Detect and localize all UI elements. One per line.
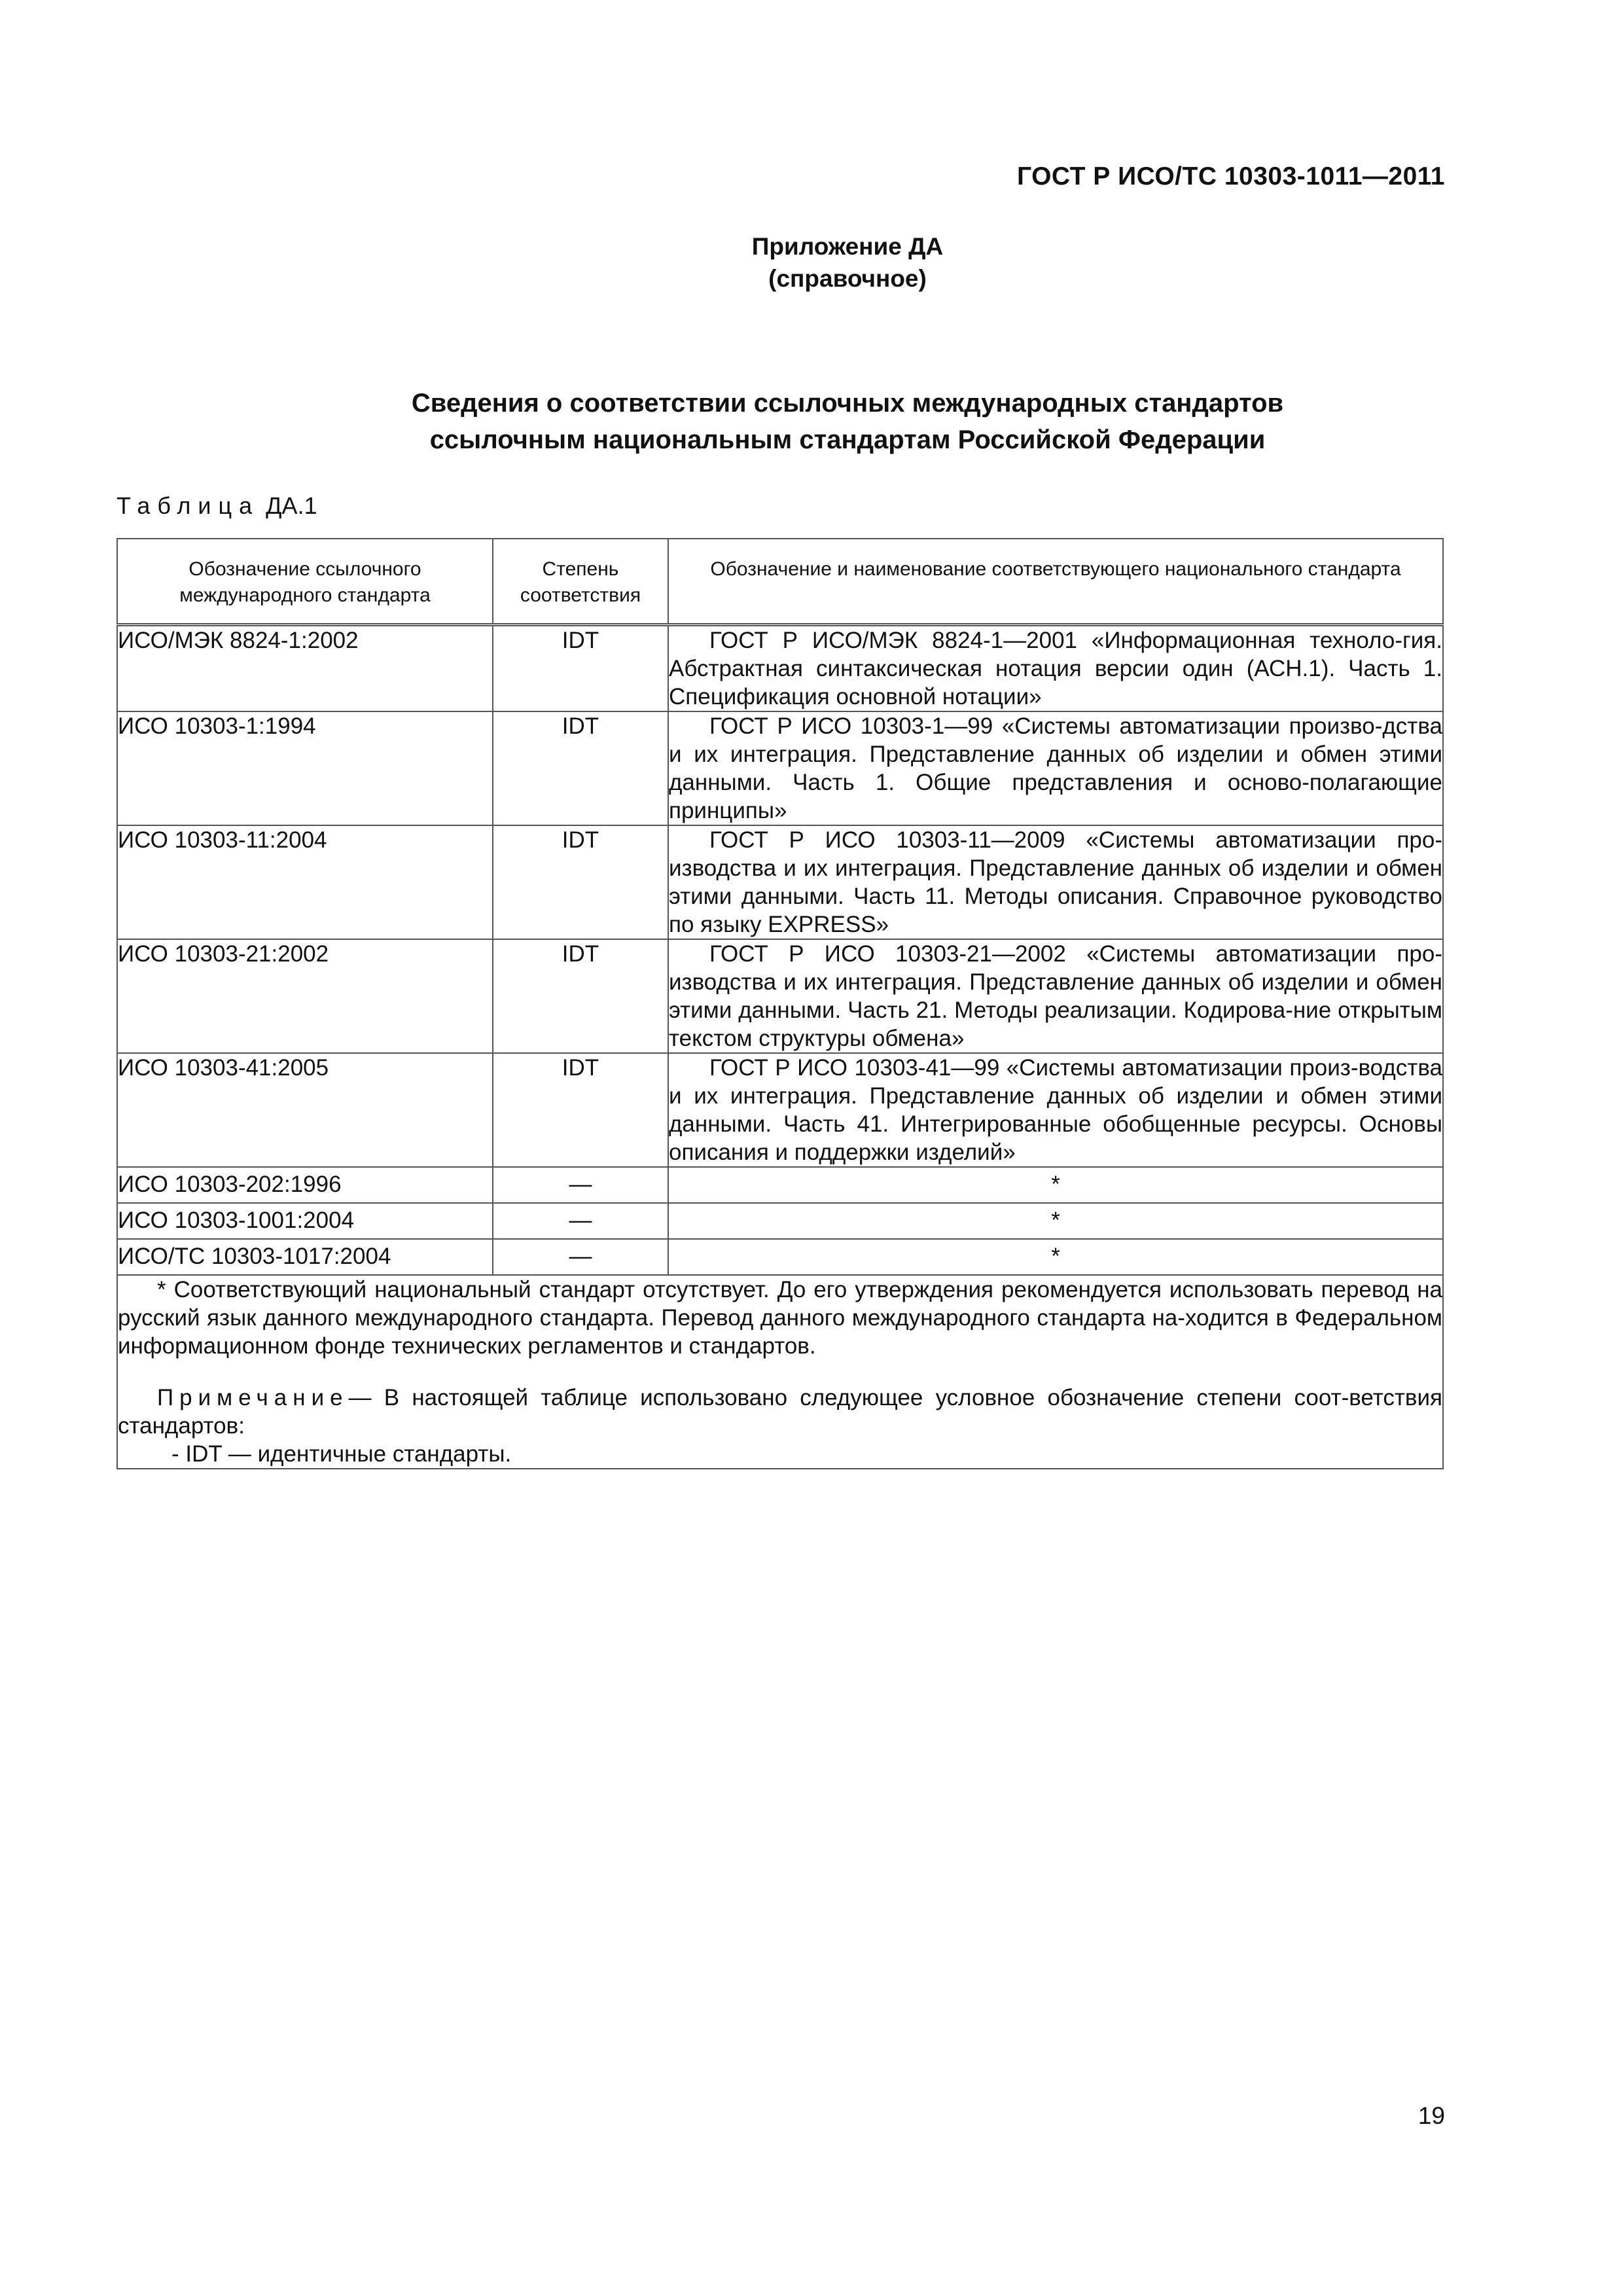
table-footer-row — [117, 1275, 1443, 1469]
table-row — [117, 625, 1443, 712]
table-caption — [116, 492, 317, 520]
section-title-line-2: ссылочным национальным стандартам Российской Федерации — [429, 425, 1266, 454]
cell-national-standard — [668, 711, 1443, 825]
section-title-line-1: Сведения о соответствии ссылочных международных стандартов — [411, 389, 1284, 418]
table-row — [117, 1203, 1443, 1239]
table-header-row — [117, 539, 1443, 625]
table-row — [117, 711, 1443, 825]
cell-degree: IDT — [493, 1053, 668, 1167]
national-standard-text: ГОСТ Р ИСО 10303-21—2002 «Системы автоматизации про-изводства и их интеграция. Представление данных об изделии и обмен этими данными. Часть 21. Методы реализации. Кодирова-ние открытым текстом структуры обмена» — [669, 941, 1442, 1051]
footnote-text: * Соответствующий национальный стандарт отсутствует. До его утверждения рекомендуется использовать перевод на русский язык данного международного стандарта. Перевод данного международного стандарта на-ходится в Федеральном информационном фонде технических регламентов и стандартов. — [118, 1277, 1442, 1359]
cell-degree: — — [493, 1203, 668, 1239]
national-standard-text: ГОСТ Р ИСО 10303-11—2009 «Системы автоматизации про-изводства и их интеграция. Представление данных об изделии и обмен этими данными. Часть 11. Методы описания. Справочное руководство по языку EXPRESS» — [669, 827, 1442, 937]
cell-degree: IDT — [493, 825, 668, 939]
appendix-subtitle: (справочное) — [768, 265, 927, 292]
header-degree: Степень соответствия — [493, 539, 668, 625]
standards-correspondence-table — [116, 538, 1444, 1469]
table-row — [117, 1053, 1443, 1167]
national-standard-text: ГОСТ Р ИСО 10303-1—99 «Системы автоматизации произво-дства и их интеграция. Представление данных об изделии и обмен этими данными. Часть 1. Общие представления и осново-полагающие принципы» — [669, 713, 1442, 823]
cell-international-ref: ИСО/ТС 10303-1017:2004 — [117, 1239, 493, 1275]
national-standard-text: ГОСТ Р ИСО 10303-41—99 «Системы автоматизации произ-водства и их интеграция. Представление данных об изделии и обмен этими данными. Часть 41. Интегрированные обобщенные ресурсы. Основы описания и поддержки изделий» — [669, 1055, 1442, 1165]
national-standard-text: ГОСТ Р ИСО/МЭК 8824-1—2001 «Информационная техноло-гия. Абстрактная синтаксическая нотация версии один (АСН.1). Часть 1. Спецификация основной нотации» — [669, 628, 1442, 709]
note-label: Примечание — [157, 1385, 349, 1410]
note-item: - IDT — идентичные стандарты. — [171, 1441, 512, 1467]
cell-national-standard: * — [668, 1239, 1443, 1275]
cell-national-standard — [668, 1053, 1443, 1167]
cell-international-ref: ИСО/МЭК 8824-1:2002 — [117, 625, 493, 712]
note-text: — В настоящей таблице использовано следующее условное обозначение степени соот-ветствия стандартов: — [118, 1385, 1442, 1439]
cell-degree: — — [493, 1167, 668, 1203]
table-row — [117, 939, 1443, 1053]
table-footer — [117, 1275, 1443, 1469]
cell-degree: IDT — [493, 625, 668, 712]
section-title — [0, 385, 1623, 458]
cell-national-standard: * — [668, 1167, 1443, 1203]
page-number: 19 — [1418, 2102, 1445, 2129]
table-caption-number: ДА.1 — [266, 492, 317, 519]
note-paragraph — [118, 1384, 1442, 1440]
cell-degree: IDT — [493, 711, 668, 825]
table-row — [117, 1167, 1443, 1203]
cell-national-standard: * — [668, 1203, 1443, 1239]
header-national-standard: Обозначение и наименование соответствующего национального стандарта — [668, 539, 1443, 625]
table-row — [117, 825, 1443, 939]
document-standard-code: ГОСТ Р ИСО/ТС 10303-1011—2011 — [1016, 162, 1445, 190]
appendix-heading — [0, 230, 1623, 295]
cell-national-standard — [668, 625, 1443, 712]
cell-national-standard — [668, 939, 1443, 1053]
cell-degree: IDT — [493, 939, 668, 1053]
table-caption-word: Таблица — [116, 492, 260, 519]
cell-international-ref: ИСО 10303-1001:2004 — [117, 1203, 493, 1239]
cell-international-ref: ИСО 10303-41:2005 — [117, 1053, 493, 1167]
cell-national-standard — [668, 825, 1443, 939]
cell-international-ref: ИСО 10303-1:1994 — [117, 711, 493, 825]
appendix-title: Приложение ДА — [751, 233, 944, 260]
header-international-standard: Обозначение ссылочного международного стандарта — [117, 539, 493, 625]
table-row — [117, 1239, 1443, 1275]
cell-degree: — — [493, 1239, 668, 1275]
cell-international-ref: ИСО 10303-21:2002 — [117, 939, 493, 1053]
cell-international-ref: ИСО 10303-202:1996 — [117, 1167, 493, 1203]
cell-international-ref: ИСО 10303-11:2004 — [117, 825, 493, 939]
